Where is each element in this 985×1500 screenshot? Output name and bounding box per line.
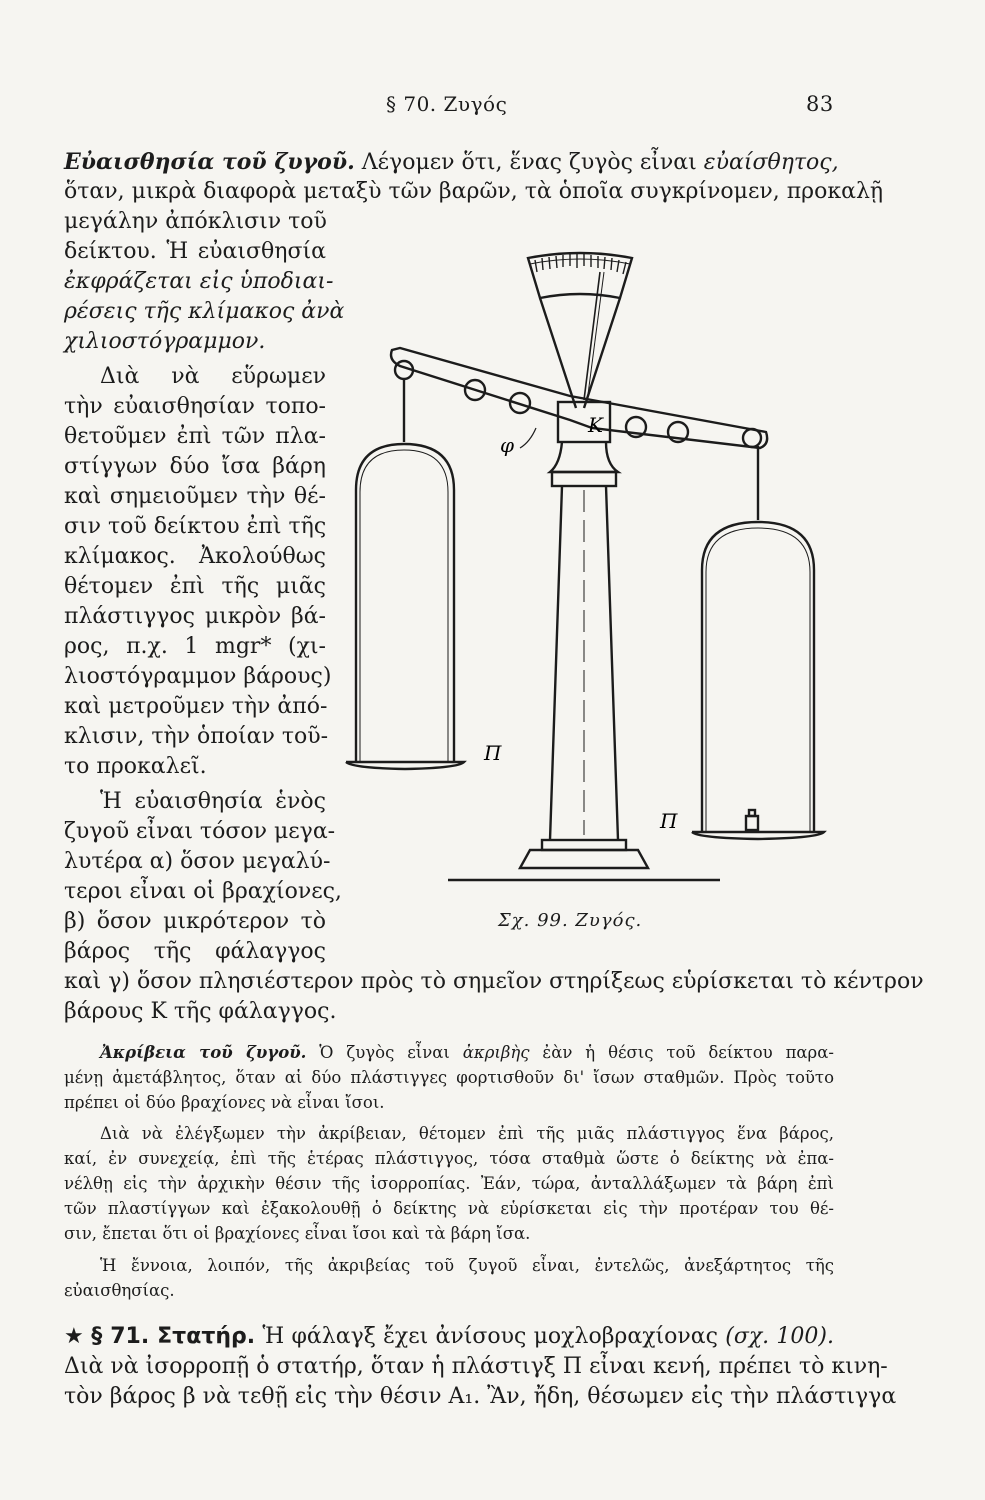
text-line: εὐαισθησίας. xyxy=(64,1281,175,1300)
base-upper xyxy=(542,840,626,850)
scale-dial xyxy=(528,253,632,298)
text-line: βάρους Κ τῆς φάλαγγος. xyxy=(64,999,337,1024)
text-line: λυτέρα α) ὅσον μεγαλύ- xyxy=(64,849,331,874)
text-line: θέτομεν ἐπὶ τῆς μιᾶς xyxy=(64,574,326,599)
text-line: θετοῦμεν ἐπὶ τῶν πλα- xyxy=(64,424,326,449)
text-line: τεροι εἶναι οἱ βραχίονες, xyxy=(64,879,342,904)
right-pan xyxy=(692,832,824,839)
text-line: πλάστιγγος μικρὸν βά- xyxy=(64,604,326,629)
left-pan-stirrup-inner xyxy=(360,450,448,762)
label-pan-right: Π xyxy=(660,809,678,833)
right-hook xyxy=(743,429,761,447)
small-weight-knob xyxy=(749,810,755,816)
text-line: ρέσεις τῆς κλίμακος ἀνὰ xyxy=(64,299,345,324)
left-pan-stirrup xyxy=(356,444,454,762)
balance-scale-figure xyxy=(330,220,830,900)
text-line: καὶ μετροῦμεν τὴν ἀπό- xyxy=(64,694,328,719)
text-line: στίγγων δύο ἴσα βάρη xyxy=(64,454,326,479)
text-line: βάρος τῆς φάλαγγος xyxy=(64,939,326,964)
label-pan-left: Π xyxy=(484,741,502,765)
sensitivity-text: Λέγομεν ὅτι, ἕνας ζυγὸς εἶναι xyxy=(354,150,704,175)
text-line: νέλθῃ εἰς τὴν ἀρχικὴν θέσιν τῆς ἰσορροπίας. Ἐάν, τώρα, ἀνταλλάξωμεν τὰ βάρη ἐπὶ xyxy=(64,1174,834,1193)
left-pan xyxy=(346,762,464,769)
text-line: ἐκφράζεται εἰς ὑποδιαι- xyxy=(64,269,334,294)
page-number: 83 xyxy=(806,92,834,116)
text-line: μένῃ ἀμετάβλητος, ὅταν αἱ δύο πλάστιγγες φορτισθοῦν δι' ἴσων σταθμῶν. Πρὸς τοῦτο xyxy=(64,1068,834,1087)
sensitivity-first-line xyxy=(64,147,839,178)
text-line: τῶν πλαστίγγων καὶ ἐξακολουθῇ ὁ δείκτης νὰ εὑρίσκεται εἰς τὴν προτέραν του θέ- xyxy=(64,1199,834,1218)
accuracy-text-tail: ἐὰν ἡ θέσις τοῦ δείκτου παρα- xyxy=(529,1043,834,1062)
text-line: Διὰ νὰ ἰσορροπῇ ὁ στατήρ, ὅταν ἡ πλάστιγξ Π εἶναι κενή, πρέπει τὸ κινη- xyxy=(64,1354,888,1379)
text-line: τὸν βάρος β νὰ τεθῇ εἰς τὴν θέσιν Α₁. Ἂν, ἤδη, θέσωμεν εἰς τὴν πλάστιγγα xyxy=(64,1384,897,1409)
text-line: ζυγοῦ εἶναι τόσον μεγα- xyxy=(64,819,336,844)
text-line: πρέπει οἱ δύο βραχίονες νὰ εἶναι ἴσοι. xyxy=(64,1093,385,1112)
running-header: § 70. Ζυγός xyxy=(386,92,508,116)
figure-caption: Σχ. 99. Ζυγός. xyxy=(498,910,643,931)
accuracy-heading: Ἀκρίβεια τοῦ ζυγοῦ. xyxy=(100,1043,307,1062)
text-line: καὶ γ) ὅσον πλησιέστερον πρὸς τὸ σημεῖον στηρίξεως εὑρίσκεται τὸ κέντρον xyxy=(64,969,924,994)
pillar-collar xyxy=(552,472,616,486)
text-line: ὅταν, μικρὰ διαφορὰ μεταξὺ τῶν βαρῶν, τὰ ὁποῖα συγκρίνομεν, προκαλῇ xyxy=(64,179,884,204)
text-line: λιοστόγραμμον βάρους) xyxy=(64,664,332,689)
right-pan-stirrup xyxy=(702,522,814,832)
text-line: Διὰ νὰ ἐλέγξωμεν τὴν ἀκρίβειαν, θέτομεν ἐπὶ τῆς μιᾶς πλάστιγγος ἕνα βάρος, xyxy=(100,1124,834,1143)
text-line: το προκαλεῖ. xyxy=(64,754,207,779)
text-line: Ἡ εὐαισθησία ἑνὸς xyxy=(100,789,326,814)
small-weight xyxy=(746,816,758,830)
text-line: κλίμακος. Ἀκολούθως xyxy=(64,544,326,569)
scale-ticks xyxy=(535,254,626,274)
star-icon: ★ xyxy=(64,1324,85,1349)
text-line: κλισιν, τὴν ὁποίαν τοῦ- xyxy=(64,724,329,749)
figure-reference: (σχ. 100). xyxy=(725,1324,834,1349)
sensitivity-heading: Εὐαισθησία τοῦ ζυγοῦ. xyxy=(64,149,355,175)
accuracy-term: ἀκριβὴς xyxy=(462,1043,530,1062)
scale-arc xyxy=(530,259,630,264)
text-line: καί, ἐν συνεχείᾳ, ἐπὶ τῆς ἑτέρας πλάστιγγος, τόσα σταθμὰ ὥστε ὁ δείκτης νὰ ἐπα- xyxy=(64,1149,834,1168)
text-line: σιν τοῦ δείκτου ἐπὶ τῆς xyxy=(64,514,327,539)
text-line: χιλιοστόγραμμον. xyxy=(64,329,266,354)
text-line: μεγάλην ἀπόκλισιν τοῦ xyxy=(64,209,327,234)
base-lower xyxy=(520,850,648,868)
text-line: δείκτου. Ἡ εὐαισθησία xyxy=(64,239,326,264)
pivot-arrow xyxy=(520,428,536,448)
text-line: ρος, π.χ. 1 mgr* (χι- xyxy=(64,634,326,659)
pointer-needle-edge xyxy=(587,272,604,402)
section71-heading: § 71. Στατήρ. xyxy=(91,1324,256,1349)
text-line: καὶ σημειοῦμεν τὴν θέ- xyxy=(64,484,326,509)
text-line: Διὰ νὰ εὕρωμεν xyxy=(100,364,326,389)
accuracy-first-line xyxy=(100,1041,834,1065)
text-line: Ἡ ἔννοια, λοιπόν, τῆς ἀκριβείας τοῦ ζυγοῦ εἶναι, ἐντελῶς, ἀνεξάρτητος τῆς xyxy=(100,1256,834,1275)
text-line: σιν, ἔπεται ὅτι οἱ βραχίονες εἶναι ἴσοι καὶ τὰ βάρη ἴσα. xyxy=(64,1224,531,1243)
sensitivity-term: εὐαίσθητος, xyxy=(703,150,839,175)
pillar-neck xyxy=(550,442,618,472)
section71-first-line xyxy=(64,1322,834,1352)
label-pointer: K xyxy=(588,413,603,437)
right-pan-stirrup-inner xyxy=(706,528,810,832)
accuracy-text: Ὁ ζυγὸς εἶναι xyxy=(306,1043,463,1062)
text-line: τὴν εὐαισθησίαν τοπο- xyxy=(64,394,326,419)
text-line: β) ὅσον μικρότερον τὸ xyxy=(64,909,326,934)
section71-text: Ἡ φάλαγξ ἔχει ἀνίσους μοχλοβραχίονας xyxy=(255,1324,726,1349)
beam xyxy=(391,348,767,448)
label-pivot: φ xyxy=(500,433,515,457)
